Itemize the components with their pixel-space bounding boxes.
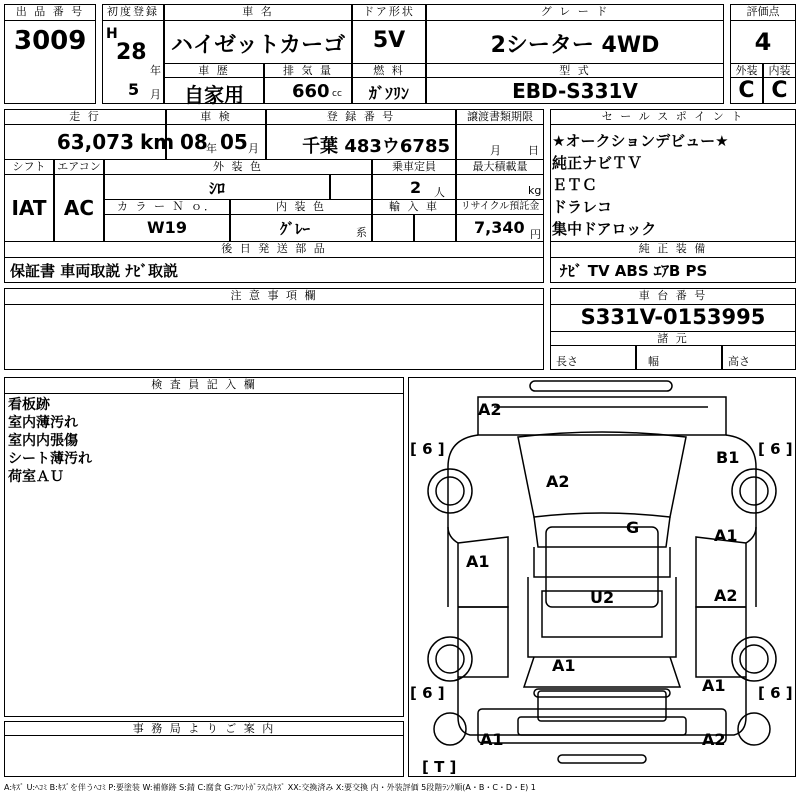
vehicle-diagram xyxy=(408,377,796,777)
insp-year-unit: 年 xyxy=(206,142,217,155)
fuel-value: ｶﾞｿﾘﾝ xyxy=(368,84,409,103)
inspector-notes xyxy=(8,396,92,486)
ext-color-label: 外 装 色 xyxy=(104,159,372,175)
history-label: 車 歴 xyxy=(164,63,264,78)
history-value: 自家用 xyxy=(184,83,244,107)
transfer-month-unit: 月 xyxy=(490,144,501,157)
int-score: C xyxy=(771,78,788,103)
plate-value: 千葉 483ウ6785 xyxy=(302,136,450,157)
reg-month: 5 xyxy=(128,80,140,99)
sales-point: ドラレコ xyxy=(552,198,613,216)
damage-code: A1 xyxy=(714,526,738,545)
genuine-value: ﾅﾋﾞ TV ABS ｴｱB PS xyxy=(560,262,708,280)
import-label: 輸 入 車 xyxy=(372,199,456,215)
import-box-b xyxy=(414,214,456,242)
inspector-line: 室内薄汚れ xyxy=(8,415,78,431)
ac-value: AC xyxy=(63,196,95,220)
int-score-label: 内装 xyxy=(763,63,796,78)
spare-tire-mark: [ T ] xyxy=(422,758,457,776)
shift-value: IAT xyxy=(11,196,47,220)
load-label: 最大積載量 xyxy=(456,159,544,175)
later-parts-label: 後 日 発 送 部 品 xyxy=(4,241,544,258)
door-value: 5V xyxy=(372,28,406,53)
capacity-unit: 人 xyxy=(434,186,445,199)
model-value: EBD-S331V xyxy=(512,79,638,103)
sales-point: ★オークションデビュー★ xyxy=(552,132,729,150)
car-name-label: 車 名 xyxy=(164,4,352,21)
ext-score-label: 外装 xyxy=(730,63,763,78)
transfer-day-unit: 日 xyxy=(528,144,539,157)
door-label: ドア形状 xyxy=(352,4,426,21)
tire-mark-front-left: [ 6 ] xyxy=(410,440,445,458)
plate-label: 登 録 番 号 xyxy=(266,109,456,125)
sales-points-label: セ ー ル ス ポ イ ン ト xyxy=(550,109,796,125)
chassis-value: S331V-0153995 xyxy=(580,305,766,329)
ext-color-value: ｼﾛ xyxy=(208,179,225,198)
damage-code: U2 xyxy=(590,588,615,607)
insp-month: 05 xyxy=(220,130,248,154)
era: H xyxy=(106,26,118,42)
recycle-unit: 円 xyxy=(530,228,541,241)
sales-point: 集中ドアロック xyxy=(552,220,657,238)
score-label: 評価点 xyxy=(730,4,796,21)
mileage-value: 63,073 xyxy=(56,130,134,154)
color-no-label: カ ラ ー Ｎ ｏ． xyxy=(104,199,230,215)
sales-point: ＥＴＣ xyxy=(552,176,598,194)
grade-label: グ レ ー ド xyxy=(426,4,724,21)
insp-year: 08 xyxy=(180,130,208,154)
ac-label: エアコン xyxy=(54,159,104,175)
inspection-label: 車 検 xyxy=(166,109,266,125)
sales-point: 純正ナビＴＶ xyxy=(552,154,643,172)
recycle-label: リサイクル預託金 xyxy=(456,199,544,215)
lot-number-label: 出 品 番 号 xyxy=(4,4,96,21)
width-label: 幅 xyxy=(648,355,659,368)
damage-code: A1 xyxy=(702,676,726,695)
inspector-line: 荷室ＡＵ xyxy=(8,469,64,485)
displacement-value: 660 xyxy=(292,81,330,102)
reg-year: 28 xyxy=(116,40,147,65)
genuine-label: 純 正 装 備 xyxy=(550,241,796,258)
damage-code: A2 xyxy=(546,472,570,491)
lot-number: 3009 xyxy=(14,26,87,56)
int-color-unit: 系 xyxy=(356,226,367,239)
notes-box xyxy=(4,304,544,370)
grade-value: 2シーター 4WD xyxy=(490,33,660,58)
damage-code: A1 xyxy=(480,730,504,749)
inspector-line: 看板跡 xyxy=(8,397,50,413)
first-registration-label: 初度登録 xyxy=(102,4,164,21)
damage-code: A1 xyxy=(552,656,576,675)
displacement-label: 排 気 量 xyxy=(264,63,352,78)
int-color-label: 内 装 色 xyxy=(230,199,372,215)
recycle-value: 7,340 xyxy=(474,218,525,237)
damage-code: A2 xyxy=(478,400,502,419)
capacity-value: 2 xyxy=(410,178,422,197)
office-box xyxy=(4,735,404,777)
reg-month-unit: 月 xyxy=(150,88,161,101)
sales-points-list xyxy=(552,130,729,240)
shift-label: シフト xyxy=(4,159,54,175)
displacement-unit: cc xyxy=(332,89,342,99)
mileage-unit: km xyxy=(140,130,175,154)
int-color-value: ｸﾞﾚｰ xyxy=(279,220,310,238)
tire-mark-rear-left: [ 6 ] xyxy=(410,684,445,702)
model-label: 型 式 xyxy=(426,63,724,78)
damage-code: G xyxy=(626,518,640,537)
height-label: 高さ xyxy=(728,355,750,368)
tire-mark-rear-right: [ 6 ] xyxy=(758,684,793,702)
ext-color-extra-box xyxy=(330,174,372,200)
spec-label: 諸 元 xyxy=(550,331,796,346)
color-no-value: W19 xyxy=(147,218,187,237)
chassis-label: 車 台 番 号 xyxy=(550,288,796,305)
mileage-label: 走 行 xyxy=(4,109,166,125)
notes-label: 注 意 事 項 欄 xyxy=(4,288,544,305)
reg-year-unit: 年 xyxy=(150,64,161,77)
length-label: 長さ xyxy=(556,355,578,368)
damage-code: A1 xyxy=(466,552,490,571)
later-parts-value: 保証書 車両取説 ﾅﾋﾞ取説 xyxy=(10,262,178,280)
damage-code: A2 xyxy=(714,586,738,605)
fuel-label: 燃 料 xyxy=(352,63,426,78)
capacity-label: 乗車定員 xyxy=(372,159,456,175)
tire-mark-front-right: [ 6 ] xyxy=(758,440,793,458)
inspector-line: 室内内張傷 xyxy=(8,433,78,449)
insp-month-unit: 月 xyxy=(248,142,259,155)
damage-code: A2 xyxy=(702,730,726,749)
legend: A:ｷｽﾞ U:ﾍｺﾐ B:ｷｽﾞを伴うﾍｺﾐ P:要塗装 W:補修跡 S:錆 C:腐食 G:ﾌﾛﾝﾄｶﾞﾗｽ点ｷｽﾞ XX:交換済み X:要交換 内・外装評価 5段階ﾗﾝｸ順(A・B・C・D・E) 1 xyxy=(4,783,536,792)
transfer-label: 譲渡書類期限 xyxy=(456,109,544,125)
car-name: ハイゼットカーゴ xyxy=(170,33,346,58)
office-label: 事 務 局 よ り ご 案 内 xyxy=(4,721,404,736)
score-value: 4 xyxy=(754,28,772,56)
import-box-a xyxy=(372,214,414,242)
inspector-label: 検 査 員 記 入 欄 xyxy=(4,377,404,394)
inspector-line: シート薄汚れ xyxy=(8,451,92,467)
load-unit: kg xyxy=(528,184,542,197)
ext-score: C xyxy=(738,78,755,103)
damage-code: B1 xyxy=(716,448,740,467)
